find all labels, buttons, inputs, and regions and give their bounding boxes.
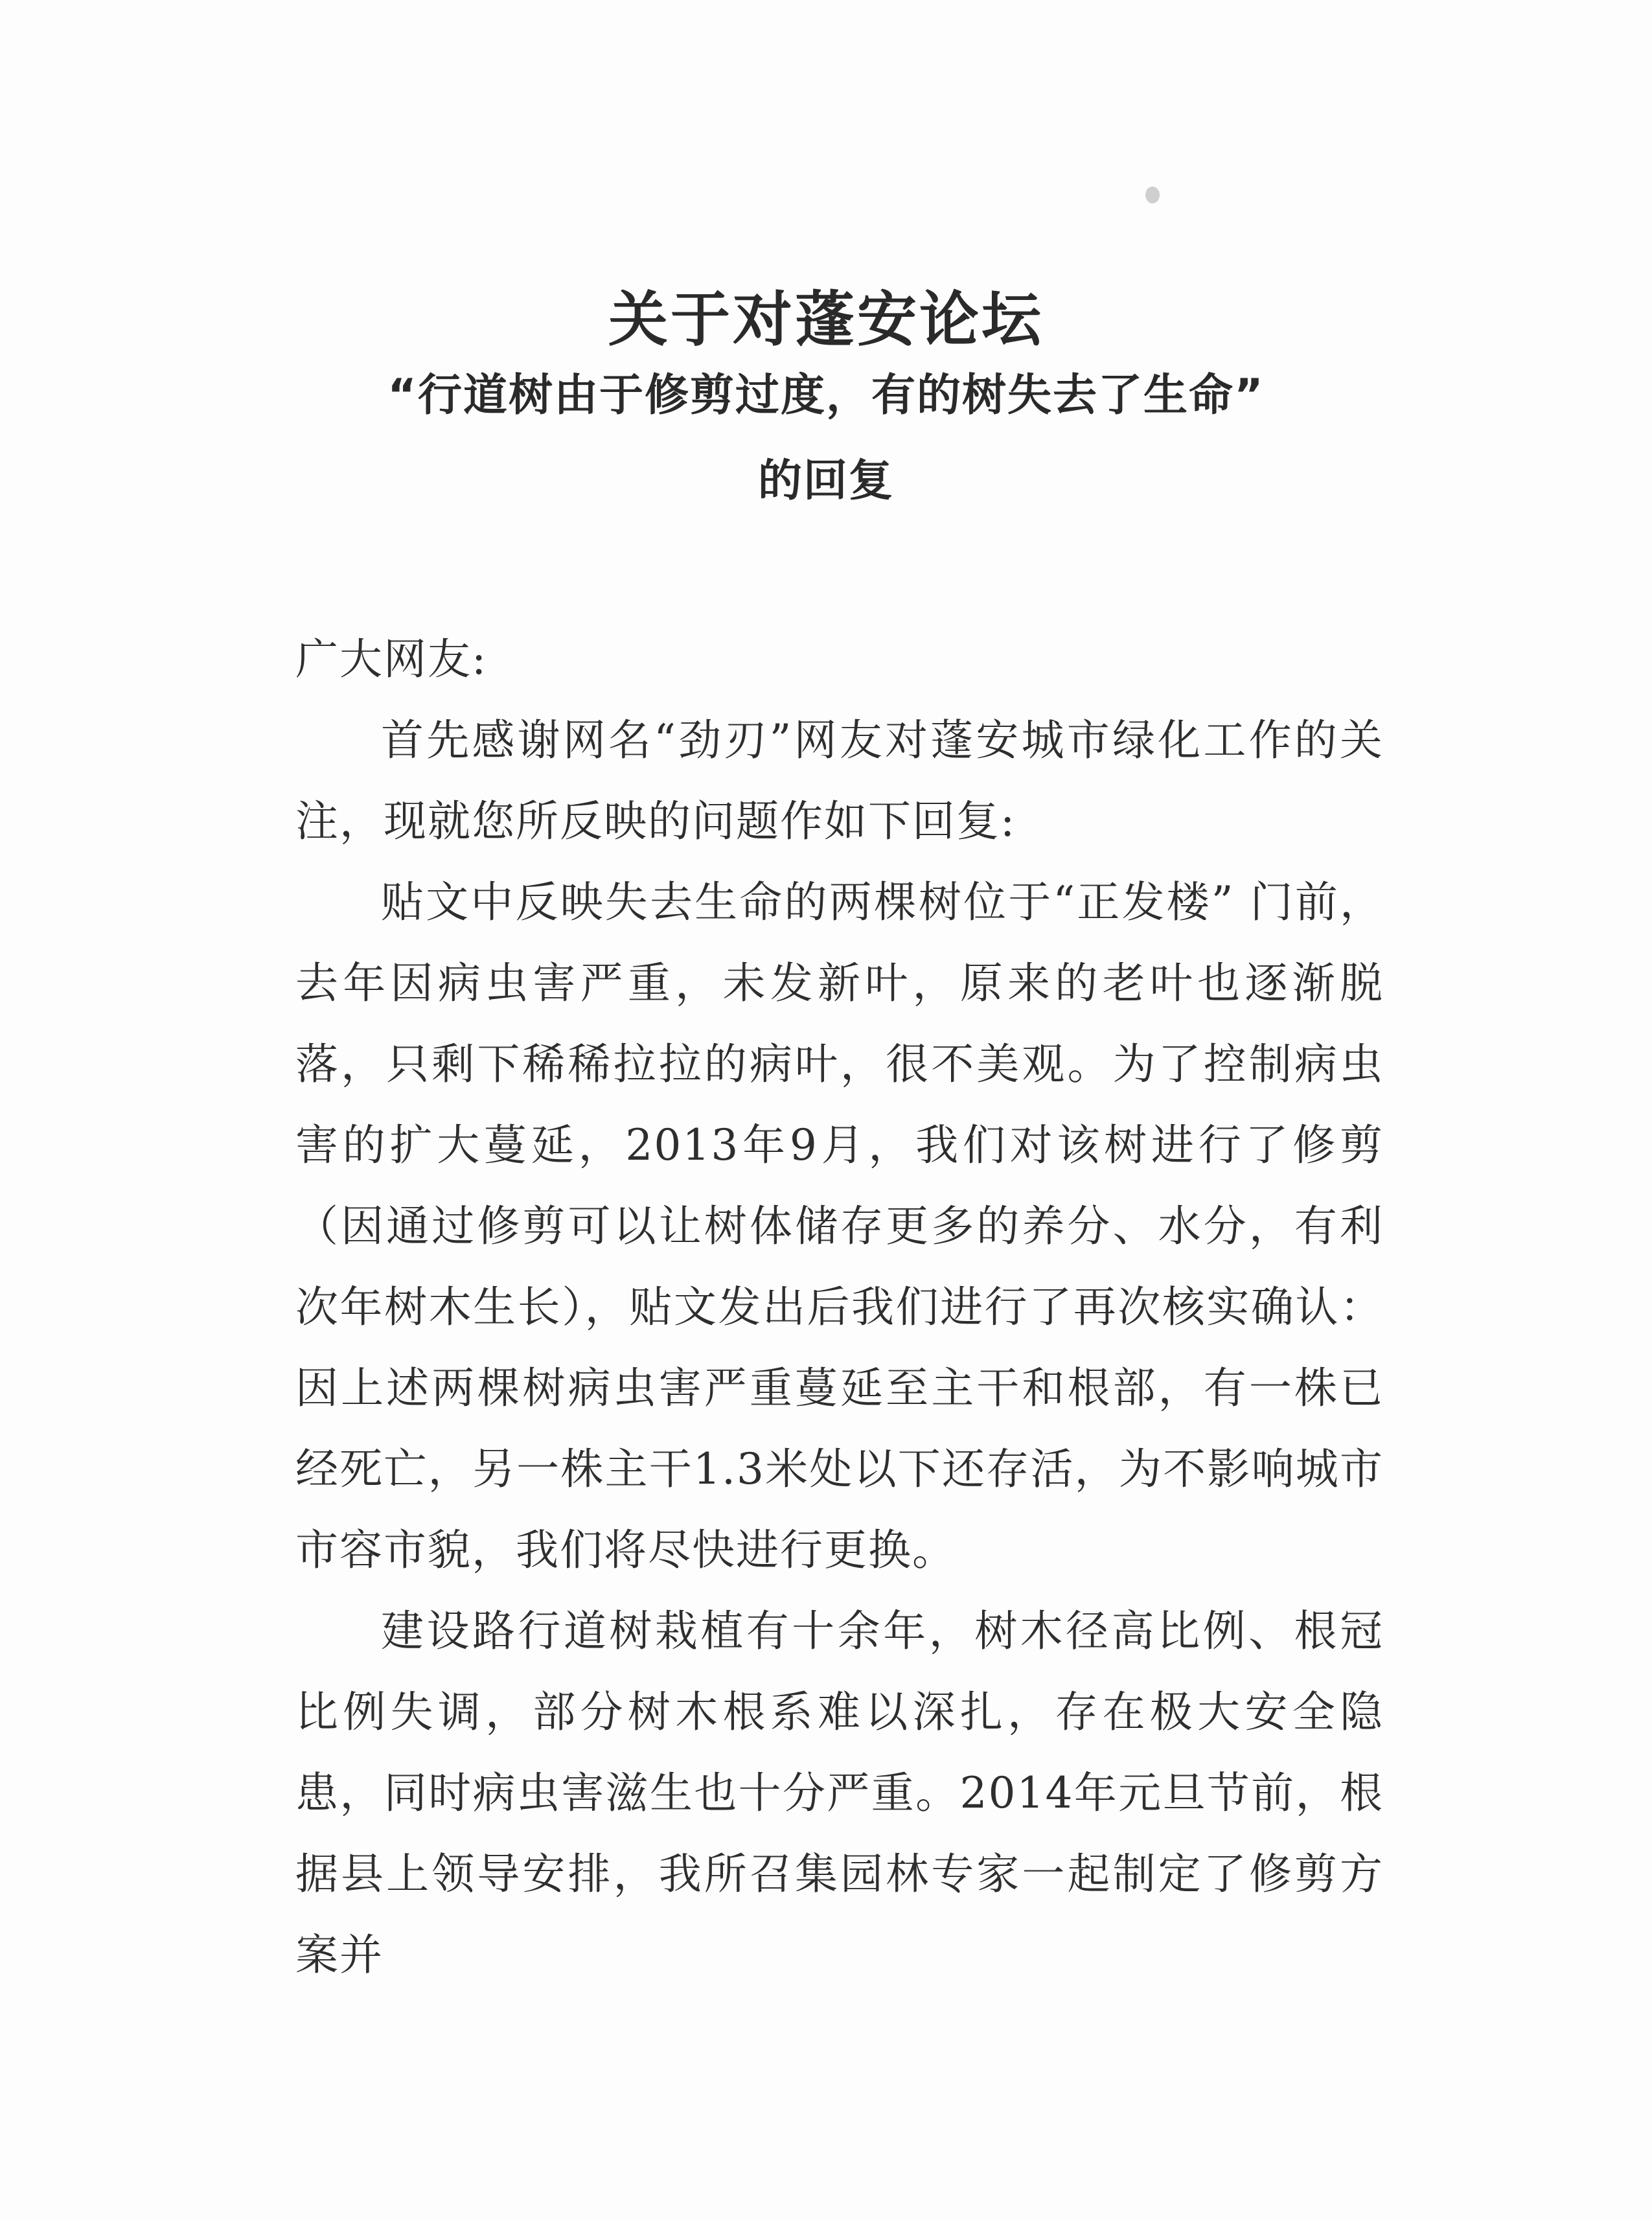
paragraph-3: 建设路行道树栽植有十余年，树木径高比例、根冠比例失调，部分树木根系难以深扎，存在极大安全隐患，同时病虫害滋生也十分严重。2014年元旦节前，根据县上领导安排，我所召集园林专家一起制定了修剪方案并 [295,1606,1384,1980]
title-line-2: “行道树由于修剪过度，有的树失去了生命” [387,370,1265,421]
document-body [295,619,1384,1995]
paragraph-1: 首先感谢网名“劲刃”网友对蓬安城市绿化工作的关注，现就您所反映的问题作如下回复: [295,715,1384,846]
title-line-3: 的回复 [757,455,894,507]
title-line-1: 关于对蓬安论坛 [608,285,1044,354]
greeting: 广大网友: [295,634,488,684]
scan-speck [1145,187,1160,203]
paragraph-2: 贴文中反映失去生命的两棵树位于“正发楼” 门前，去年因病虫害严重，未发新叶，原来的老叶也逐渐脱落，只剩下稀稀拉拉的病叶，很不美观。为了控制病虫害的扩大蔓延，2013年9月，我们对该树进行了修剪（因通过修剪可以让树体储存更多的养分、水分，有利次年树木生长），贴文发出后我们进行了再次核实确认：因上述两棵树病虫害严重蔓延至主干和根部，有一株已经死亡，另一株主干1.3米处以下还存活，为不影响城市市容市貌，我们将尽快进行更换。 [295,877,1384,1575]
